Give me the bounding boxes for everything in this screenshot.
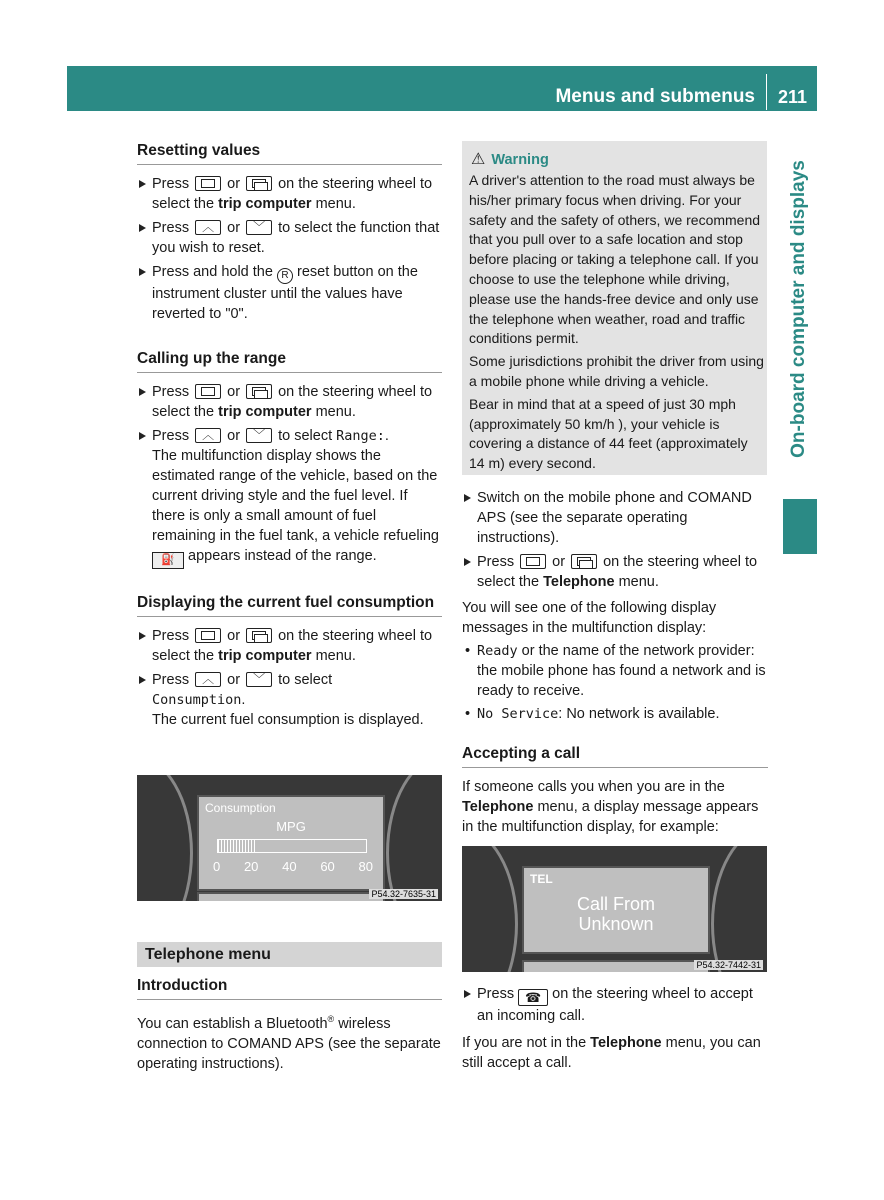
up-key-icon: ︿ — [195, 428, 221, 443]
tick-label: 0 — [213, 859, 221, 874]
reset-button-icon: R — [277, 268, 293, 284]
consumption-bar-fill — [218, 840, 255, 852]
step-text: to select — [278, 672, 333, 688]
step-text: or — [227, 628, 241, 644]
step-text: Press — [152, 672, 190, 688]
accept-call-block — [462, 984, 768, 1073]
menu-back-key-icon — [195, 384, 221, 399]
down-key-icon: ﹀ — [246, 220, 272, 235]
step-text: on the steering wheel to select the — [477, 554, 758, 590]
chapter-side-tab — [780, 124, 817, 494]
phone-accept-icon: ☎ — [518, 989, 548, 1006]
chapter-marker — [783, 499, 817, 554]
para-bold: Telephone — [590, 1035, 662, 1051]
section-title: Menus and submenus — [555, 86, 755, 107]
display-label: TEL — [530, 872, 553, 886]
warning-paragraph: A driver's attention to the road must always be his/her primary focus when driving. For your safety and the safety of others, we recommend that you pull over to a safe location and stop before placing or taking a telephone call. If you choose to use the telephone while driving, please use the hands-free device and only use the telephone when weather, road and traffic conditions permit. — [469, 172, 761, 347]
step-text: or — [227, 672, 241, 688]
bullet-text: : No network is available. — [558, 706, 720, 722]
left-gauge — [462, 846, 518, 972]
step-range-2 — [137, 426, 442, 569]
warning-title-text: Warning — [491, 152, 549, 168]
step-text: Press — [152, 628, 190, 644]
step-reset-1 — [137, 174, 442, 214]
messages-intro: You will see one of the following display messages in the multifunction display: — [462, 600, 717, 636]
accepting-paragraph — [462, 777, 768, 837]
step-text: Press — [477, 554, 515, 570]
para-text: If someone calls you when you are in the — [462, 779, 725, 795]
step-text: menu. — [315, 404, 356, 420]
final-paragraph — [462, 1033, 768, 1073]
step-fuel-1 — [137, 626, 442, 666]
menu-back-key-icon — [520, 554, 546, 569]
telephone-display-figure — [462, 846, 767, 972]
registered-mark: ® — [327, 1014, 335, 1024]
para-text: menu, a display message appears in the multifunction display, for example: — [462, 799, 759, 835]
step-text: or — [227, 428, 241, 444]
multifunction-display — [522, 866, 710, 954]
step-text: appears instead of the range. — [188, 548, 377, 564]
menu-back-key-icon — [195, 176, 221, 191]
step-text: The current fuel consumption is displayed. — [152, 712, 424, 728]
step-text: menu. — [315, 648, 356, 664]
up-key-icon: ︿ — [195, 220, 221, 235]
tick-label: 20 — [243, 859, 259, 874]
right-gauge — [711, 846, 767, 972]
step-phone-1: Switch on the mobile phone and COMAND APS (see the separate operating instructions). — [462, 488, 768, 548]
menu-forward-key-icon — [246, 176, 272, 191]
tick-label: 40 — [282, 859, 297, 874]
step-bold: trip computer — [218, 196, 312, 212]
warning-box — [462, 141, 767, 475]
display-label: Consumption — [205, 801, 276, 815]
warning-triangle-icon: ⚠ — [471, 151, 486, 168]
display-line-2: Unknown — [578, 914, 654, 934]
step-text: or — [552, 554, 566, 570]
consumption-bar — [217, 839, 367, 853]
step-fuel-2 — [137, 670, 442, 730]
chapter-label: On-board computer and displays — [788, 160, 809, 458]
warning-paragraph: Bear in mind that at a speed of just 30 mph (approximately 50 km/h ), your vehicle is covering a distance of 44 feet (approximately 14 m) every second. — [469, 395, 748, 472]
down-key-icon: ﹀ — [246, 672, 272, 687]
step-text: on the steering wheel to select the — [152, 628, 433, 664]
scale-ticks — [213, 859, 373, 874]
tick-label: 80 — [358, 859, 373, 874]
consumption-display-figure — [137, 775, 442, 901]
multifunction-display — [197, 795, 385, 891]
step-text: Press — [477, 986, 515, 1002]
display-line-1: Call From — [576, 894, 655, 914]
left-gauge — [137, 775, 193, 901]
step-text: on the steering wheel to select the — [152, 384, 433, 420]
step-text: reset button on the instrument cluster until the values have reverted to "0". — [152, 264, 418, 322]
menu-forward-key-icon — [246, 628, 272, 643]
message-no-service — [462, 704, 768, 724]
display-text: Ready — [477, 643, 518, 659]
step-text: or — [227, 384, 241, 400]
step-reset-3 — [137, 262, 442, 324]
fuel-pump-icon: ⛽ — [152, 552, 184, 569]
down-key-icon: ﹀ — [246, 428, 272, 443]
step-accept-call — [462, 984, 768, 1026]
introduction-block — [137, 976, 442, 1074]
step-text: . — [241, 692, 246, 708]
step-bold: trip computer — [218, 648, 312, 664]
warning-paragraph: Some jurisdictions prohibit the driver from using a mobile phone while driving a vehicle. — [469, 353, 764, 389]
message-ready — [462, 641, 768, 701]
display-text: No Service — [477, 706, 559, 722]
figure-code: P54.32-7635-31 — [371, 889, 436, 899]
step-text: menu. — [315, 196, 356, 212]
lower-display-edge — [197, 892, 385, 901]
step-text: to select the function that you wish to reset. — [152, 220, 440, 256]
intro-text: wireless connection to COMAND APS (see the separate operating instructions). — [137, 1015, 441, 1072]
step-text: . — [384, 428, 389, 444]
figure-code: P54.32-7442-31 — [696, 960, 761, 970]
step-bold: Telephone — [543, 574, 615, 590]
step-bold: trip computer — [218, 404, 312, 420]
lower-display-edge — [522, 960, 710, 972]
step-text: The multifunction display shows the estimated range of the vehicle, based on the current driving style and the fuel level. If there is only a small amount of fuel remaining in the fuel tank, a vehicle refueling — [152, 448, 439, 544]
intro-paragraph — [137, 1009, 442, 1074]
warning-body — [469, 171, 764, 477]
header-divider — [766, 74, 767, 110]
heading-calling-range: Calling up the range — [137, 349, 442, 373]
step-text: Press — [152, 220, 190, 236]
heading-accepting-call: Accepting a call — [462, 744, 768, 768]
up-key-icon: ︿ — [195, 672, 221, 687]
section-bar-telephone-menu: Telephone menu — [137, 942, 442, 967]
right-gauge — [386, 775, 442, 901]
step-text: menu. — [618, 574, 659, 590]
display-unit: MPG — [276, 819, 306, 834]
step-text: Press and hold the — [152, 264, 273, 280]
step-text: Press — [152, 428, 190, 444]
heading-resetting-values: Resetting values — [137, 141, 442, 165]
step-text: or — [227, 220, 241, 236]
step-text: Press — [152, 176, 190, 192]
step-text: to select — [278, 428, 333, 444]
heading-introduction: Introduction — [137, 976, 442, 1000]
para-text: menu, you can still accept a call. — [462, 1035, 761, 1071]
menu-forward-key-icon — [571, 554, 597, 569]
intro-text: You can establish a Bluetooth — [137, 1015, 328, 1032]
display-text: Range: — [336, 428, 385, 444]
para-bold: Telephone — [462, 799, 534, 815]
tick-label: 60 — [320, 859, 335, 874]
step-phone-2 — [462, 552, 768, 592]
step-range-1 — [137, 382, 442, 422]
warning-title — [471, 149, 549, 169]
page-header — [67, 66, 817, 111]
step-text: or — [227, 176, 241, 192]
display-text: Consumption — [152, 692, 242, 708]
heading-fuel-consumption: Displaying the current fuel consumption — [137, 593, 442, 617]
step-reset-2 — [137, 218, 442, 258]
left-column — [137, 141, 442, 730]
right-column — [462, 488, 768, 837]
page-number: 211 — [777, 87, 807, 107]
menu-back-key-icon — [195, 628, 221, 643]
para-text: If you are not in the — [462, 1035, 587, 1051]
step-text: on the steering wheel to select the — [152, 176, 433, 212]
step-text: Press — [152, 384, 190, 400]
bullet-text: or the name of the network provider: the mobile phone has found a network and is ready to receive. — [477, 643, 766, 699]
menu-forward-key-icon — [246, 384, 272, 399]
step-text: on the steering wheel to accept an incoming call. — [477, 986, 753, 1024]
